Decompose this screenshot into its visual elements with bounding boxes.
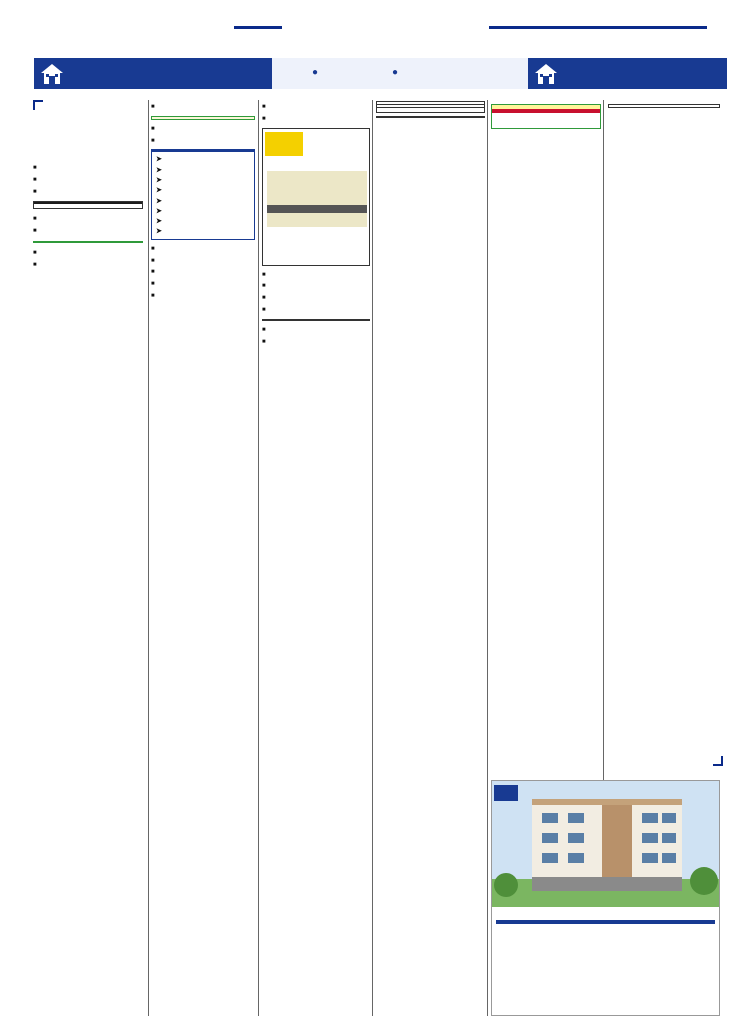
shanmugam-ad [491, 780, 720, 1016]
section-banner [34, 58, 727, 89]
arrow-icon: ➤ [156, 216, 163, 226]
feature-item [156, 196, 250, 206]
sholinganallur-ad [151, 149, 255, 239]
buying-label: ● [312, 67, 319, 78]
feature-item [156, 154, 250, 164]
column-4 [376, 101, 485, 121]
page-header [8, 4, 733, 44]
plot-row [277, 183, 357, 203]
classified-ad [33, 162, 143, 174]
feature-item [156, 185, 250, 195]
ad-body [34, 204, 142, 208]
column-rule [148, 100, 149, 1016]
maxcity-logo [265, 132, 303, 156]
arrow-icon: ➤ [156, 174, 163, 184]
arrow-icon: ➤ [156, 205, 163, 215]
classified-ad [262, 280, 370, 292]
ad-body [609, 105, 719, 107]
road-label [267, 205, 367, 213]
ads-group [151, 123, 255, 147]
besant-nagar-ad [608, 104, 720, 108]
arrow-icon: ➤ [156, 226, 163, 236]
classified-ad [151, 255, 255, 267]
column-rule [372, 100, 373, 1016]
classified-ad [262, 304, 370, 316]
column-rule [603, 100, 604, 780]
classified-ad [262, 336, 370, 348]
arrow-icon: ➤ [156, 195, 163, 205]
ads-group [262, 324, 370, 348]
classified-ad [151, 101, 255, 113]
arrow-icon: ➤ [156, 164, 163, 174]
arrow-icon: ➤ [156, 185, 163, 195]
column-5 [491, 101, 601, 132]
column-rule [487, 100, 488, 1016]
selling-label: ● [392, 67, 399, 78]
feature-item [156, 165, 250, 175]
classified-ad [262, 113, 370, 125]
three-bhk-ad [151, 116, 255, 120]
ad-footer [496, 920, 715, 924]
classified-ad [33, 225, 143, 237]
phone-icon [496, 114, 510, 128]
arrow-icon: ➤ [156, 154, 163, 164]
classified-ad [151, 278, 255, 290]
ads-group [262, 101, 370, 125]
classified-ad [262, 324, 370, 336]
column-1 [33, 162, 143, 271]
corner-mark [713, 756, 723, 766]
column-2 [151, 101, 255, 302]
classified-ad [262, 101, 370, 113]
classified-ad [151, 243, 255, 255]
ads-group [33, 213, 143, 237]
classified-ad [151, 123, 255, 135]
house-icon [40, 63, 64, 85]
ads-group [151, 243, 255, 302]
building-image [492, 781, 719, 907]
vgp-land-ad [491, 104, 601, 129]
plot-map [267, 171, 367, 227]
classified-ad [151, 135, 255, 147]
column-rule [258, 100, 259, 1016]
site-address [492, 912, 719, 920]
real-estate-right [528, 58, 727, 89]
nfs-ad [376, 101, 485, 113]
ads-group [262, 269, 370, 316]
classified-ad [151, 290, 255, 302]
feature-item [156, 206, 250, 216]
jeevarathnam-ad [262, 319, 370, 321]
classified-ad [33, 174, 143, 186]
classified-ad [33, 259, 143, 271]
senior-living-ad [376, 116, 485, 118]
feature-item [156, 175, 250, 185]
header-rule-right [489, 26, 707, 29]
feature-item [156, 226, 250, 236]
corner-mark [33, 100, 43, 110]
thiruvanmiyur-ad [33, 201, 143, 209]
classified-ad [151, 266, 255, 278]
feature-item [156, 216, 250, 226]
new-flat-ad [33, 241, 143, 243]
classified-ad [33, 213, 143, 225]
paradise-ad [262, 128, 370, 266]
classified-ad [33, 186, 143, 198]
column-3 [262, 101, 370, 347]
ad-phones [492, 109, 600, 113]
ads-group [151, 101, 255, 113]
ad-body [152, 152, 254, 238]
column-6 [608, 101, 720, 111]
house-icon [534, 63, 558, 85]
listing [377, 110, 484, 112]
classified-ad [262, 269, 370, 281]
classified-ad [33, 247, 143, 259]
header-rule-left [234, 26, 282, 29]
real-estate-left [34, 58, 272, 89]
ads-group [33, 247, 143, 271]
shanmugam-details [492, 912, 719, 924]
ads-group [33, 162, 143, 197]
classified-ad [262, 292, 370, 304]
